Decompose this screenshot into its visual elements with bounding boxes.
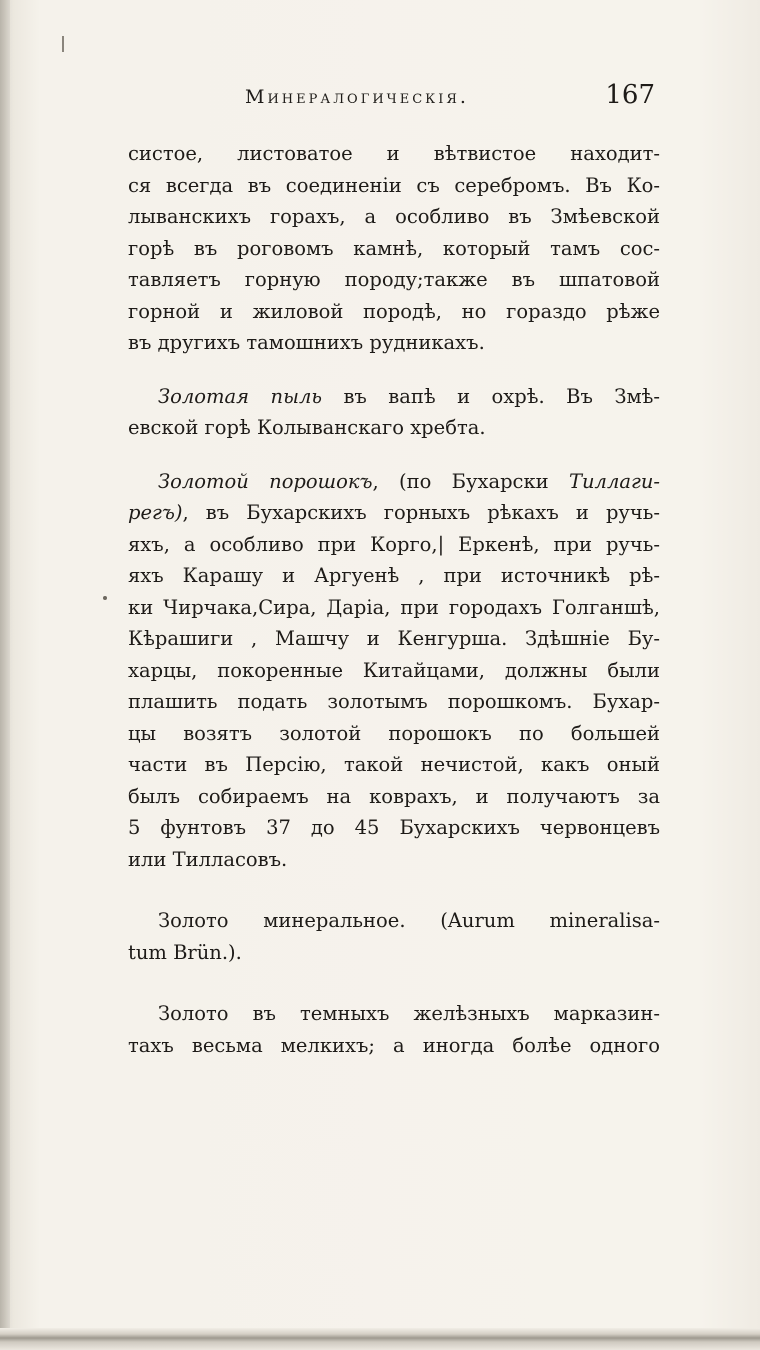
text-line: харцы, покоренные Китайцами, должны были [128,658,660,682]
text-run: въ вапѣ и охрѣ. Въ Змѣ- [322,384,660,408]
page-header [245,80,665,126]
text-line: лыванскихъ горахъ, а особливо въ Змѣевской [128,205,660,228]
body-text [128,138,660,1061]
text-line: ся всегда въ соединеніи съ серебромъ. Въ Ко- [128,173,660,197]
text-line: tum Brün.). [128,940,242,964]
italic-term: регъ) [128,501,183,524]
text-line: части въ Персію, такой нечистой, какъ оный [128,753,660,776]
text-line: въ другихъ тамошнихъ рудникахъ. [128,331,485,354]
italic-term: Золотая пыль [158,384,322,408]
italic-term: Тиллаги- [568,469,660,493]
paragraph [128,998,660,1061]
text-line: яхъ Карашу и Аргуенѣ , при источникѣ рѣ- [128,564,660,587]
paragraph [128,138,660,359]
text-line: 5 фунтовъ 37 до 45 Бухарскихъ червонцевъ [128,816,660,839]
paragraph-gap [128,875,660,905]
text-line: евской горѣ Колыванскаго хребта. [128,416,486,439]
text-line: Кѣрашиги , Машчу и Кенгурша. Здѣшніе Бу- [128,627,660,650]
paragraph-gap [128,359,660,381]
ink-speck [103,596,107,600]
text-line: былъ собираемъ на коврахъ, и получаютъ за [128,784,660,808]
page-spine-shadow [0,0,10,1350]
text-line [128,381,660,413]
paragraph [128,381,660,444]
text-line: тахъ весьма мелкихъ; а иногда болѣе одного [128,1033,660,1057]
text-line [128,497,660,529]
paragraph-gap [128,444,660,466]
text-line: цы возятъ золотой порошокъ по большей [128,721,660,745]
running-title: Минералогическія. [245,86,469,108]
text-line: Золото въ темныхъ желѣзныхъ марказин- [158,1002,660,1025]
text-line: Золото минеральное. (Aurum mineralisa- [158,909,660,932]
text-line: горѣ въ роговомъ камнѣ, который тамъ сос- [128,236,660,260]
page-bottom-edge [0,1328,760,1350]
text-line: горной и жиловой породѣ, но гораздо рѣже [128,299,660,323]
text-line: плашить подать золотымъ порошкомъ. Бухар- [128,690,660,713]
page-number: 167 [605,80,655,110]
text-line: систое, листоватое и вѣтвистое находит- [128,142,660,165]
text-line: ки Чирчака,Сира, Даріа, при городахъ Голганшѣ, [128,595,660,619]
text-line: или Тилласовъ. [128,847,288,871]
italic-term: Золотой порошокъ [158,469,373,493]
text-line: тавляетъ горную породу;также въ шпатовой [128,268,660,291]
paragraph-gap [128,968,660,998]
paragraph [128,466,660,876]
text-run: , въ Бухарскихъ горныхъ рѣкахъ и ручь- [182,501,660,524]
margin-mark [62,36,64,52]
text-line: яхъ, а особливо при Корго,| Еркенѣ, при ручь- [128,532,660,556]
text-run: , (по Бухарски [372,469,569,493]
text-line [128,466,660,498]
paragraph [128,905,660,968]
